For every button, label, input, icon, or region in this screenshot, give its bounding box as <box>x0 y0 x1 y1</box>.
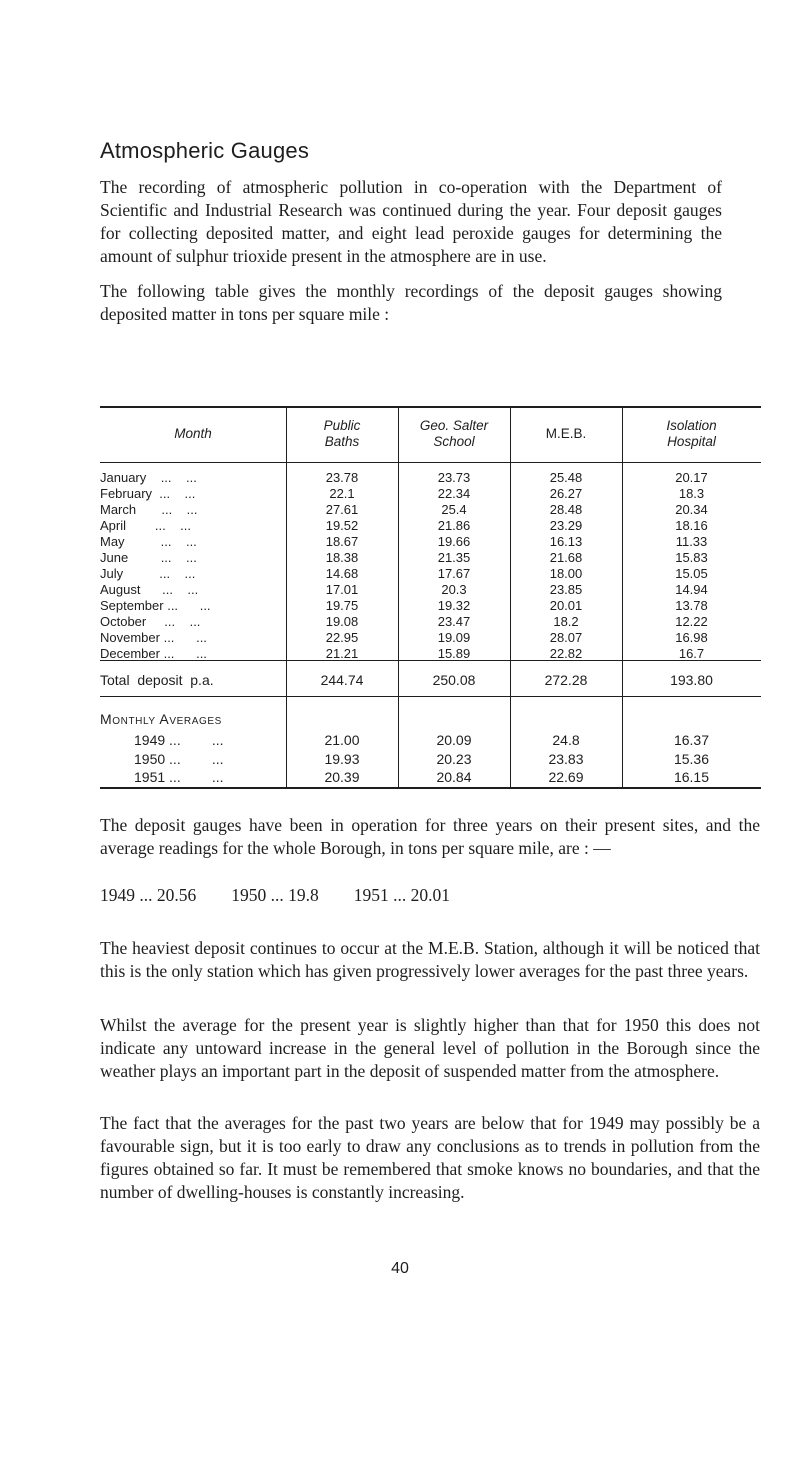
cell-value: 18.67 <box>325 534 359 549</box>
cell-value: 21.21 <box>325 646 359 661</box>
header-meb: M.E.B. <box>545 426 587 441</box>
whilst-paragraph: Whilst the average for the present year is slightly higher than that for 1950 this does not indicate any untoward increase in the general level of pollution in the Borough since the weather plays an important part in the deposit of suspended matter from the atmosphere. <box>100 1015 760 1081</box>
cell-value: 20.3 <box>441 582 467 597</box>
cell-value: 22.1 <box>329 486 355 501</box>
average-value: 15.36 <box>673 751 710 767</box>
total-label: Total deposit p.a. <box>100 672 214 688</box>
monthly-averages-label: Monthly Averages <box>100 711 222 727</box>
row-month: May ... ... <box>100 534 197 549</box>
cell-value: 23.78 <box>325 470 359 485</box>
row-month: November ... ... <box>100 630 207 645</box>
cell-value: 22.34 <box>437 486 471 501</box>
cell-value: 19.75 <box>325 598 359 613</box>
header-month: Month <box>174 426 212 441</box>
cell-value: 21.35 <box>437 550 471 565</box>
cell-value: 17.67 <box>437 566 471 581</box>
average-value: 23.83 <box>548 751 584 767</box>
borough-averages-line: 1949 ... 20.56 1950 ... 19.8 1951 ... 20.01 <box>100 885 450 905</box>
average-value: 21.00 <box>324 732 360 748</box>
row-month: September ... ... <box>100 598 211 613</box>
header-geo-salter <box>398 418 510 450</box>
header-line: Geo. Salter <box>419 418 489 433</box>
cell-value: 16.98 <box>675 630 708 645</box>
header-line: Isolation <box>666 418 717 433</box>
cell-value: 11.33 <box>675 534 708 549</box>
total-rule <box>100 696 761 697</box>
row-month: August ... ... <box>100 582 199 597</box>
cell-value: 21.86 <box>437 518 471 533</box>
row-month: July ... ... <box>100 566 196 581</box>
cell-value: 16.13 <box>549 534 583 549</box>
cell-value: 18.38 <box>325 550 359 565</box>
cell-value: 28.07 <box>549 630 583 645</box>
header-rule <box>100 462 761 463</box>
cell-value: 16.7 <box>678 646 705 661</box>
cell-value: 27.61 <box>325 502 359 517</box>
cell-value: 19.66 <box>437 534 471 549</box>
total-value: 250.08 <box>432 672 476 688</box>
cell-value: 13.78 <box>675 598 708 613</box>
cell-value: 25.4 <box>441 502 467 517</box>
cell-value: 23.85 <box>549 582 583 597</box>
cell-value: 19.32 <box>437 598 471 613</box>
deposit-gauge-table <box>100 406 761 789</box>
table-intro-paragraph: The following table gives the monthly recordings of the deposit gauges showing deposited matter in tons per square mile : <box>100 281 722 324</box>
cell-value: 22.82 <box>549 646 583 661</box>
header-line: Public <box>323 418 361 433</box>
total-value: 193.80 <box>670 672 713 688</box>
row-month: March ... ... <box>100 502 198 517</box>
cell-value: 14.94 <box>675 582 708 597</box>
header-line: Hospital <box>667 434 716 449</box>
cell-value: 20.34 <box>675 502 708 517</box>
table-bottom-rule <box>100 787 761 789</box>
section-heading: Atmospheric Gauges <box>100 138 310 163</box>
header-line: School <box>433 434 475 449</box>
cell-value: 19.09 <box>437 630 471 645</box>
cell-value: 19.52 <box>325 518 359 533</box>
cell-value: 12.22 <box>675 614 708 629</box>
cell-value: 18.16 <box>675 518 708 533</box>
average-value: 24.8 <box>552 732 580 748</box>
cell-value: 23.47 <box>437 614 471 629</box>
intro-paragraph: The recording of atmospheric pollution in co-operation with the Department of Scientific and Industrial Research was continued during the year. Four deposit gauges for collecting deposited matter, and eight lead peroxide gauges for determining the amount of sulphur trioxide present in the atmosphere are in use. <box>100 177 722 266</box>
page-number: 40 <box>391 1260 409 1277</box>
header-public-baths <box>286 418 398 450</box>
cell-value: 23.29 <box>549 518 583 533</box>
row-month: June ... ... <box>100 550 197 565</box>
average-value: 20.84 <box>436 769 472 785</box>
row-month: January ... ... <box>100 470 197 485</box>
heaviest-deposit-paragraph: The heaviest deposit continues to occur at the M.E.B. Station, although it will be noticed that this is the only station which has given progressively lower averages for the past three years. <box>100 938 760 981</box>
average-value: 20.09 <box>436 732 472 748</box>
row-month: April ... ... <box>100 518 192 533</box>
cell-value: 15.89 <box>437 646 471 661</box>
cell-value: 19.08 <box>325 614 359 629</box>
cell-value: 23.73 <box>437 470 471 485</box>
cell-value: 20.17 <box>675 470 708 485</box>
average-value: 16.15 <box>673 769 710 785</box>
cell-value: 18.3 <box>678 486 705 501</box>
total-value: 272.28 <box>544 672 588 688</box>
cell-value: 18.2 <box>553 614 579 629</box>
cell-value: 22.95 <box>325 630 359 645</box>
average-value: 20.23 <box>436 751 472 767</box>
average-value: 20.39 <box>324 769 360 785</box>
cell-value: 15.83 <box>675 550 708 565</box>
average-year: 1949 ... ... <box>134 732 224 748</box>
average-value: 16.37 <box>673 732 710 748</box>
cell-value: 18.00 <box>549 566 583 581</box>
average-year: 1950 ... ... <box>134 751 224 767</box>
operation-paragraph: The deposit gauges have been in operation for three years on their present sites, and the average readings for the whole Borough, in tons per square mile, are : — <box>100 815 760 858</box>
cell-value: 15.05 <box>675 566 708 581</box>
row-month: February ... ... <box>100 486 196 501</box>
total-value: 244.74 <box>320 672 364 688</box>
row-month: October ... ... <box>100 614 201 629</box>
cell-value: 25.48 <box>549 470 583 485</box>
cell-value: 26.27 <box>549 486 583 501</box>
table-top-rule <box>100 406 761 408</box>
cell-value: 17.01 <box>325 582 359 597</box>
cell-value: 20.01 <box>549 598 583 613</box>
row-month: December ... ... <box>100 646 207 661</box>
header-isolation <box>622 418 761 450</box>
average-value: 19.93 <box>324 751 360 767</box>
cell-value: 14.68 <box>325 566 359 581</box>
cell-value: 28.48 <box>549 502 583 517</box>
header-line: Baths <box>324 434 360 449</box>
average-year: 1951 ... ... <box>134 769 224 785</box>
average-value: 22.69 <box>548 769 584 785</box>
cell-value: 21.68 <box>549 550 583 565</box>
fact-paragraph: The fact that the averages for the past two years are below that for 1949 may possibly be a favourable sign, but it is too early to draw any conclusions as to trends in pollution from the figures obtained so far. It must be remembered that smoke knows no boundaries, and that the number of dwelling-houses is constantly increasing. <box>100 1113 760 1202</box>
